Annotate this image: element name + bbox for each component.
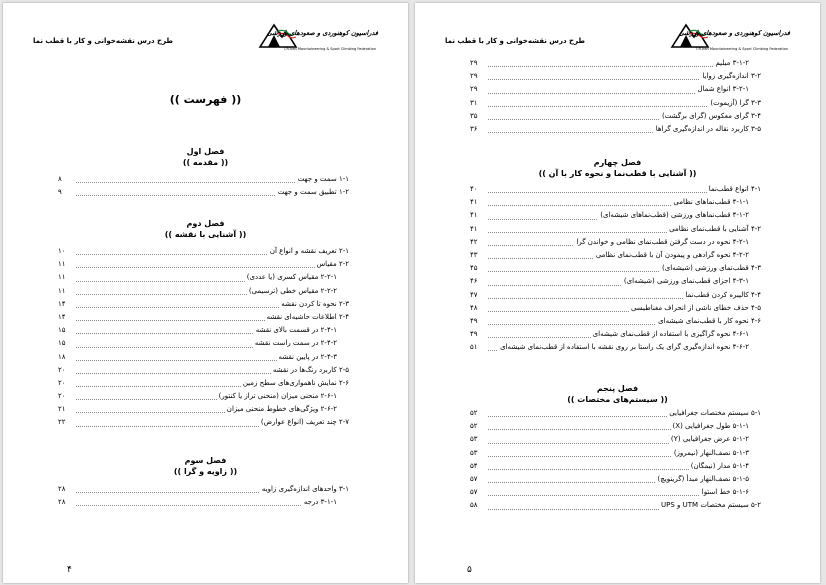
toc-entry	[58, 390, 353, 403]
toc-entry-page: ۱۱	[58, 285, 69, 298]
toc-entry-page: ۱۱	[58, 271, 69, 284]
toc-entry-title: ۴-۲-۱ نحوه در دست گرفتن قطب‌نمای نظامی و خواندن گرا	[574, 236, 749, 249]
chapter-name: فصل سوم	[184, 456, 227, 465]
toc-list	[58, 483, 353, 509]
toc-entry-title: ۳-۱-۱ درجه	[302, 496, 337, 509]
toc-entry	[58, 173, 353, 186]
toc-entry-title: ۴-۴ کالیبره کردن قطب‌نما	[683, 289, 761, 302]
toc-entry	[470, 223, 765, 236]
toc-entry-page: ۲۸	[58, 483, 69, 496]
toc-entry-title: ۳-۲ اندازه‌گیری زوایا	[700, 70, 761, 83]
toc-entry-page: ۲۹	[470, 57, 481, 70]
toc-entry	[58, 403, 353, 416]
toc-entry	[470, 70, 765, 83]
toc-entry-page: ۲۹	[470, 83, 481, 96]
toc-entry-page: ۸	[58, 173, 65, 186]
toc-entry-page: ۲۹	[470, 70, 481, 83]
toc-entry	[470, 196, 765, 209]
toc-entry	[470, 57, 765, 70]
toc-list	[470, 57, 765, 136]
toc-entry-title: ۵-۱-۶ خط استوا	[700, 486, 749, 499]
toc-entry-title: ۲-۶-۲ ویژگی‌های خطوط منحنی میزان	[225, 403, 337, 416]
chapter-heading	[3, 146, 408, 168]
toc-entry	[58, 364, 353, 377]
toc-entry-title: ۵-۱ سیستم مختصات جغرافیایی	[667, 407, 761, 420]
toc-entry	[470, 407, 765, 420]
toc-entry-title: ۳-۲-۱ انواع شمال	[695, 83, 749, 96]
toc-entry-page: ۵۷	[470, 486, 481, 499]
toc-entry-title: ۲-۶-۱ منحنی میزان (منحنی تراز یا کنتور)	[217, 390, 337, 403]
toc-entry-page: ۱۱	[58, 258, 69, 271]
toc-entry-title: ۴-۱-۲ قطب‌نماهای ورزشی (قطب‌نماهای شیشه‌ای)	[598, 209, 749, 222]
toc-entry-title: ۵-۱-۱ طول جغرافیایی (X)	[671, 420, 749, 433]
dot-leader	[488, 66, 749, 67]
toc-entry-title: ۴-۶ نحوه کار با قطب‌نمای شیشه‌ای	[656, 315, 761, 328]
toc-entry-page: ۲۰	[58, 364, 69, 377]
toc-entry-title: ۴-۱ انواع قطب‌نما	[707, 183, 761, 196]
toc-entry-page: ۳۱	[470, 97, 481, 110]
toc-entry-title: ۴-۲-۲ نحوه گرادهی و پیمودن آن با قطب‌نمای نظامی	[594, 249, 749, 262]
toc-entry-title: ۲-۴ اطلاعات حاشیه‌ای نقشه	[265, 311, 349, 324]
chapter-subtitle: (( سیستم‌های مختصات ))	[567, 395, 668, 404]
logo-english-text: I.R.Iran Mountaineering & Sport Climbing Federation	[284, 47, 376, 51]
header-title: طرح درس نقشه‌خوانی و کار با قطب نما	[445, 37, 586, 45]
toc-list	[470, 183, 765, 354]
document-page-right	[415, 3, 820, 583]
toc-entry-page: ۵۲	[470, 407, 481, 420]
toc-entry-page: ۲۰	[58, 390, 69, 403]
toc-entry	[58, 298, 353, 311]
toc-entry	[58, 351, 353, 364]
toc-entry-title: ۴-۶-۱ نحوه گراگیری با استفاده از قطب‌نمای شیشه‌ای	[591, 328, 749, 341]
toc-entry	[470, 302, 765, 315]
toc-entry	[470, 460, 765, 473]
chapter-name: فصل چهارم	[593, 158, 642, 167]
toc-entry	[58, 496, 353, 509]
toc-entry	[58, 271, 353, 284]
document-page-left	[3, 3, 408, 583]
toc-entry-page: ۲۲	[58, 416, 69, 429]
toc-entry-page: ۵۴	[470, 460, 481, 473]
toc-entry-page: ۴۰	[470, 183, 481, 196]
toc-entry-title: ۱-۲ تطبیق سمت و جهت	[276, 186, 349, 199]
chapter-heading	[415, 383, 820, 405]
toc-entry-title: ۳-۴ گرای معکوس (گرای برگشت)	[660, 110, 761, 123]
toc-entry-page: ۴۲	[470, 236, 481, 249]
toc-list	[58, 173, 353, 199]
toc-entry	[470, 209, 765, 222]
toc-entry-title: ۳-۳ گرا (آزیموت)	[708, 97, 761, 110]
chapter-heading	[3, 455, 408, 477]
page-number: ۵	[467, 565, 472, 575]
toc-entry-title: ۲-۲ مقیاس	[315, 258, 349, 271]
toc-entry-page: ۹	[58, 186, 65, 199]
toc-entry-title: ۴-۱-۱ قطب‌نماهای نظامی	[671, 196, 749, 209]
toc-entry-title: ۲-۲-۱ مقیاس کسری (یا عددی)	[245, 271, 337, 284]
toc-entry-page: ۱۴	[58, 298, 69, 311]
toc-entry-page: ۱۵	[58, 337, 69, 350]
toc-entry-page: ۴۹	[470, 328, 481, 341]
toc-entry-page: ۱۵	[58, 324, 69, 337]
toc-entry-title: ۵-۱-۲ عرض جغرافیایی (Y)	[669, 433, 749, 446]
toc-entry-page: ۲۸	[58, 496, 69, 509]
toc-entry-page: ۳۵	[470, 110, 481, 123]
toc-entry	[470, 183, 765, 196]
toc-entry-page: ۴۹	[470, 315, 481, 328]
logo-text: فدراسیون کوهنوردی و صعودهای ورزشی	[266, 29, 378, 37]
toc-entry	[470, 447, 765, 460]
toc-entry-page: ۲۱	[58, 403, 69, 416]
toc-entry-title: ۵-۲ سیستم مختصات UTM و UPS	[659, 499, 761, 512]
toc-entry	[58, 337, 353, 350]
chapter-subtitle: (( مقدمه ))	[182, 158, 229, 167]
toc-entry-page: ۴۳	[470, 249, 481, 262]
chapter-subtitle: (( آشنایی با قطب‌نما و نحوه کار با آن ))	[538, 169, 697, 178]
toc-entry-title: ۵-۱-۳ نصف‌النهار (نیمروز)	[672, 447, 749, 460]
page-header	[33, 21, 378, 55]
federation-logo	[670, 21, 790, 55]
toc-entry	[470, 341, 765, 354]
toc-entry-page: ۴۱	[470, 196, 481, 209]
toc-entry	[470, 97, 765, 110]
toc-entry-title: ۲-۷ چند تعریف (انواع عوارض)	[259, 416, 349, 429]
toc-entry-page: ۴۱	[470, 209, 481, 222]
toc-entry-title: ۴-۳-۱ اجزای قطب‌نمای ورزشی (شیشه‌ای)	[622, 275, 749, 288]
toc-entry-title: ۳-۱ واحدهای اندازه‌گیری زاویه	[260, 483, 349, 496]
toc-entry	[470, 83, 765, 96]
toc-entry	[470, 262, 765, 275]
toc-entry-title: ۴-۵ حذف خطای ناشی از انحراف مغناطیسی	[629, 302, 761, 315]
toc-entry-page: ۵۳	[470, 433, 481, 446]
toc-entry-page: ۱۸	[58, 351, 69, 364]
toc-entry	[470, 420, 765, 433]
chapter-heading	[415, 157, 820, 179]
toc-entry-title: ۲-۴-۳ در پایین نقشه	[277, 351, 337, 364]
chapter-heading	[3, 218, 408, 240]
toc-entry-page: ۴۷	[470, 289, 481, 302]
toc-entry-page: ۵۷	[470, 473, 481, 486]
toc-entry-title: ۲-۲-۲ مقیاس خطی (ترسیمی)	[247, 285, 337, 298]
toc-entry-page: ۳۶	[470, 123, 481, 136]
chapter-name: فصل اول	[186, 147, 225, 156]
page-header	[445, 21, 790, 55]
toc-entry	[58, 311, 353, 324]
toc-entry-page: ۵۱	[470, 341, 481, 354]
toc-entry-title: ۳-۱-۲ میلیم	[713, 57, 749, 70]
toc-entry-page: ۴۸	[470, 302, 481, 315]
federation-logo	[258, 21, 378, 55]
toc-entry	[58, 285, 353, 298]
toc-entry	[58, 416, 353, 429]
toc-entry-title: ۲-۶ نمایش ناهمواری‌های سطح زمین	[241, 377, 349, 390]
toc-entry	[58, 483, 353, 496]
toc-entry-page: ۱۴	[58, 311, 69, 324]
toc-entry-page: ۲۰	[58, 377, 69, 390]
chapter-name: فصل پنجم	[596, 384, 639, 393]
toc-entry	[58, 324, 353, 337]
toc-list	[58, 245, 353, 430]
toc-entry-title: ۲-۵ کاربرد رنگ‌ها در نقشه	[271, 364, 349, 377]
toc-entry	[58, 245, 353, 258]
toc-entry-page: ۵۲	[470, 420, 481, 433]
toc-entry	[470, 433, 765, 446]
chapter-name: فصل دوم	[186, 219, 225, 228]
toc-entry	[470, 236, 765, 249]
toc-entry-title: ۱-۱ سمت و جهت	[296, 173, 349, 186]
toc-title: (( فهرست ))	[169, 93, 242, 106]
toc-entry-page: ۴۱	[470, 223, 481, 236]
toc-entry-page: ۵۳	[470, 447, 481, 460]
toc-entry-title: ۵-۱-۴ مدار (نیمگان)	[689, 460, 749, 473]
chapter-subtitle: (( آشنایی با نقشه ))	[164, 230, 247, 239]
dot-leader	[76, 267, 349, 268]
toc-entry-title: ۲-۳ نحوه تا کردن نقشه	[279, 298, 349, 311]
toc-entry	[470, 328, 765, 341]
toc-entry-page: ۱۰	[58, 245, 69, 258]
toc-entry-title: ۴-۲ آشنایی با قطب‌نمای نظامی	[667, 223, 761, 236]
toc-entry-title: ۴-۳ قطب‌نمای ورزشی (شیشه‌ای)	[660, 262, 761, 275]
toc-entry-page: ۴۶	[470, 275, 481, 288]
chapter-subtitle: (( زاویه و گرا ))	[173, 467, 238, 476]
toc-entry-title: ۲-۱ تعریف نقشه و انواع آن	[268, 245, 349, 258]
toc-entry-page: ۵۸	[470, 499, 481, 512]
page-number: ۴	[67, 565, 72, 575]
toc-entry	[470, 289, 765, 302]
toc-entry	[470, 275, 765, 288]
toc-entry-page: ۴۵	[470, 262, 481, 275]
dot-leader	[76, 505, 337, 506]
toc-entry-title: ۲-۴-۲ در سمت راست نقشه	[253, 337, 337, 350]
toc-entry-title: ۲-۴-۱ در قسمت بالای نقشه	[254, 324, 337, 337]
header-title: طرح درس نقشه‌خوانی و کار با قطب نما	[33, 37, 174, 45]
toc-entry-title: ۴-۶-۲ نحوه اندازه‌گیری گرای یک راستا بر روی نقشه با استفاده از قطب‌نمای شیشه‌ای	[498, 341, 749, 354]
toc-entry	[470, 499, 765, 512]
toc-entry	[470, 110, 765, 123]
toc-entry-title: ۵-۱-۵ نصف‌النهار مبدأ (گرینویچ)	[656, 473, 750, 486]
toc-entry	[58, 258, 353, 271]
toc-entry	[470, 473, 765, 486]
toc-list	[470, 407, 765, 513]
toc-entry-title: ۳-۵ کاربرد نقاله در اندازه‌گیری گراها	[654, 123, 761, 136]
toc-entry	[58, 186, 353, 199]
logo-text: فدراسیون کوهنوردی و صعودهای ورزشی	[678, 29, 790, 37]
toc-entry	[470, 486, 765, 499]
toc-entry	[58, 377, 353, 390]
toc-entry	[470, 249, 765, 262]
logo-english-text: I.R.Iran Mountaineering & Sport Climbing Federation	[696, 47, 788, 51]
toc-entry	[470, 315, 765, 328]
toc-entry	[470, 123, 765, 136]
